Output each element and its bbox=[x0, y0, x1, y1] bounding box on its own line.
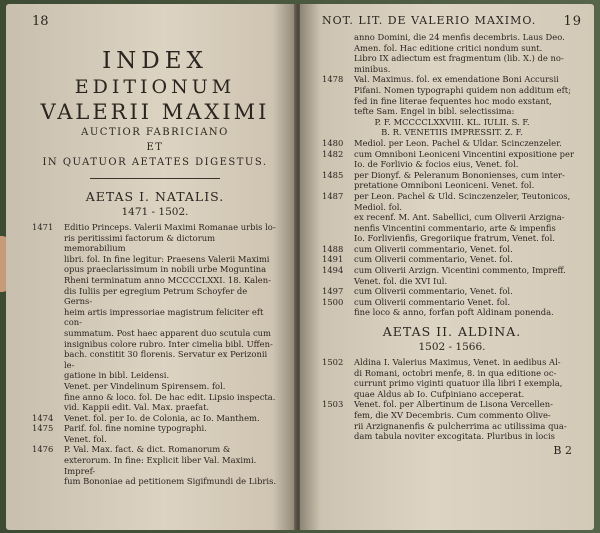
entry-text bbox=[354, 149, 582, 170]
signature-mark: B 2 bbox=[553, 443, 572, 457]
entry-line: dis Iuliis per egregium Petrum Schoyfer de Gerns- bbox=[64, 285, 248, 307]
list-item bbox=[322, 170, 582, 191]
entry-line: Venet. fol. per Albertinum de Lisona Vercellen- bbox=[354, 399, 553, 410]
entry-text bbox=[354, 191, 582, 212]
list-item bbox=[32, 444, 278, 486]
entry-year bbox=[322, 32, 354, 74]
entry-line: insignibus colore rubro. Inter cimelia bibl. Uffen- bbox=[64, 338, 273, 349]
entry-year: 1485 bbox=[322, 169, 344, 180]
entry-line: ex recenf. M. Ant. Sabellici, cum Oliverii Arzigna- bbox=[354, 212, 565, 223]
list-item bbox=[322, 286, 582, 297]
section-heading: AETAS I. NATALIS. bbox=[85, 189, 225, 204]
list-item bbox=[322, 357, 582, 399]
open-book bbox=[6, 4, 594, 530]
section-years: 1471 - 1502. bbox=[121, 206, 189, 218]
entry-year bbox=[32, 381, 64, 392]
entry-line: fum Bononiae ad petitionem Sigifmundi de Libris. bbox=[64, 476, 277, 487]
entry-line: quae Aldus ab Io. Cufpiniano acceperat. bbox=[354, 388, 525, 399]
entry-line: fine loco & anno, forfan poft Aldinam ponenda. bbox=[354, 307, 554, 318]
list-item bbox=[322, 74, 582, 116]
title-line-1: INDEX bbox=[102, 48, 208, 74]
entry-year: 1497 bbox=[322, 286, 344, 297]
entry-year: 1474 bbox=[32, 412, 54, 423]
entry-year: 1475 bbox=[32, 423, 54, 434]
entry-list bbox=[322, 357, 582, 442]
entry-line: Venet. per Vindelinum Spirensem. fol. bbox=[64, 380, 226, 391]
entry-text bbox=[64, 444, 278, 486]
entry-year: 1502 bbox=[322, 357, 344, 368]
entry-year: 1480 bbox=[322, 137, 344, 148]
entry-text bbox=[64, 413, 278, 424]
entry-text bbox=[354, 170, 582, 191]
list-item bbox=[32, 423, 278, 434]
section-years: 1502 - 1566. bbox=[418, 341, 486, 354]
entry-list bbox=[32, 222, 278, 487]
entry-line: P. Val. Max. fact. & dict. Romanorum & exterorum. In fine: Explicit liber Val. Maximi. Impref- bbox=[64, 444, 257, 476]
entry-text bbox=[354, 74, 582, 116]
entry-year: 1471 bbox=[32, 222, 54, 232]
right-page bbox=[300, 4, 594, 530]
colophon-line-1: P. F. MCCCCLXXVIII. KL. IULII. S. F. bbox=[374, 116, 530, 127]
left-page bbox=[6, 4, 296, 530]
entry-year: 1503 bbox=[322, 399, 344, 410]
list-item bbox=[322, 149, 582, 170]
list-item bbox=[322, 244, 582, 255]
entry-year: 1478 bbox=[322, 74, 344, 85]
subtitle-line-2: ET bbox=[146, 142, 164, 153]
list-item bbox=[32, 381, 278, 392]
entry-text bbox=[354, 307, 582, 318]
entry-line: currunt primo viginti quatuor illa libri I exempla, bbox=[354, 378, 563, 389]
list-item bbox=[32, 392, 278, 413]
entry-line: Libro IX adiectum est fragmentum (lib. X.) de no- bbox=[354, 53, 564, 64]
entry-line: gatione in bibl. Leidensi. bbox=[64, 370, 170, 381]
entry-line: summatum. Post haec apparent duo scutula cum bbox=[64, 327, 272, 338]
entry-year bbox=[32, 392, 64, 413]
entry-year: 1482 bbox=[322, 148, 344, 159]
entry-line: Parif. fol. fine nomine typographi. bbox=[64, 423, 207, 434]
entry-text bbox=[64, 381, 278, 392]
list-item bbox=[322, 399, 582, 441]
entry-text bbox=[354, 244, 582, 255]
list-item bbox=[322, 32, 582, 74]
entry-line: Amen. fol. Hac editione critici nondum sunt. bbox=[354, 42, 543, 53]
entry-text bbox=[354, 32, 582, 74]
list-item bbox=[322, 254, 582, 265]
entry-year: 1487 bbox=[322, 190, 344, 201]
entry-line: Mediol. per Leon. Pachel & Uldar. Scinczenzeler. bbox=[354, 137, 562, 148]
entry-list bbox=[322, 32, 582, 117]
divider-rule bbox=[90, 178, 220, 179]
entry-line: cum Oliverii commentario, Venet. fol. bbox=[354, 254, 513, 265]
entry-text bbox=[354, 138, 582, 149]
entry-line: Venet. fol. per Io. de Colonia, ac Io. Manthem. bbox=[64, 412, 260, 423]
entry-line: nenfis Vincentini commentario, arte & impenfis bbox=[354, 222, 556, 233]
entry-line: pretatione Omniboni Leoniceni. Venet. fol. bbox=[354, 180, 535, 191]
entry-line: fem, die XV Decembris. Cum commento Olive- bbox=[354, 410, 551, 420]
list-item bbox=[322, 265, 582, 286]
list-item bbox=[322, 307, 582, 318]
entry-line: cum Omniboni Leoniceni Vincentini expositione per bbox=[354, 148, 574, 159]
entry-line: Venet. fol. bbox=[64, 433, 107, 444]
running-head-title: NOT. LIT. DE VALERIO MAXIMO. bbox=[322, 14, 537, 27]
entry-text bbox=[354, 357, 582, 399]
entry-text bbox=[64, 423, 278, 434]
entry-line: Io. de Forlivio & focios eius, Venet. fol. bbox=[354, 159, 519, 170]
entry-text bbox=[354, 297, 582, 308]
entry-line: di Romani, octobri menfe, 8. in qua editione oc- bbox=[354, 367, 557, 378]
entry-line: Val. Maximus. fol. ex emendatione Boni Accursii bbox=[354, 74, 559, 85]
entry-line: cum Oliverii commentario, Venet. fol. bbox=[354, 286, 513, 297]
entry-line: fine anno & loco. fol. De hac edit. Lipsio inspecta. bbox=[64, 391, 276, 402]
subtitle-line-1: AUCTIOR FABRICIANO bbox=[81, 127, 229, 138]
list-item bbox=[32, 222, 278, 381]
entry-text bbox=[354, 265, 582, 286]
section-heading: AETAS II. ALDINA. bbox=[382, 324, 522, 340]
entry-line: ris peritissimi factorum & dictorum memorabilium bbox=[64, 232, 216, 254]
entry-line: libri. fol. In fine legitur: Praesens Valerii Maximi bbox=[64, 253, 270, 264]
entry-line: minibus. bbox=[354, 63, 391, 74]
entry-year: 1491 bbox=[322, 254, 344, 265]
entry-line: opus praeclarissimum in nobili urbe Moguntina bbox=[64, 264, 267, 275]
entry-line: rii Arzignanenfis & pulcherrima ac utilissima qua- bbox=[354, 420, 567, 431]
entry-line: Rheni terminatum anno MCCCCLXXI. 18. Kalen- bbox=[64, 274, 271, 285]
list-item bbox=[322, 191, 582, 212]
entry-text bbox=[354, 399, 582, 441]
entry-line: cum Oliverii Arzign. Vicentini commento, Impreff. bbox=[354, 265, 566, 276]
list-item bbox=[32, 413, 278, 424]
list-item bbox=[322, 138, 582, 149]
list-item bbox=[322, 297, 582, 308]
entry-line: bach. constitit 30 florenis. Servatur ex Perizonii le- bbox=[64, 349, 268, 370]
running-head bbox=[322, 14, 582, 29]
entry-line: fed in fine literae fequentes hoc modo exstant, bbox=[354, 95, 552, 106]
colophon-line-2: B. R. VENETIIS IMPRESSIT. Z. F. bbox=[381, 127, 523, 138]
entry-text bbox=[354, 212, 582, 244]
entry-year bbox=[32, 434, 64, 445]
page-number-left: 18 bbox=[32, 14, 49, 29]
entry-line: tefte Sam. Engel in bibl. selectissima: bbox=[354, 106, 515, 117]
entry-text bbox=[64, 392, 278, 413]
entry-text bbox=[354, 254, 582, 265]
title-line-3: VALERII MAXIMI bbox=[40, 100, 270, 124]
entry-line: Aldina I. Valerius Maximus, Venet. in aedibus Al- bbox=[354, 357, 561, 368]
entry-line: per Dionyf. & Peleranum Bononienses, cum inter- bbox=[354, 169, 565, 180]
list-item bbox=[322, 212, 582, 244]
entry-year: 1494 bbox=[322, 265, 344, 276]
entry-year: 1476 bbox=[32, 444, 54, 455]
entry-line: cum Oliverii commentario, Venet. fol. bbox=[354, 243, 513, 254]
entry-line: Mediol. fol. bbox=[354, 201, 403, 212]
entry-line: anno Domini, die 24 menfis decembris. Laus Deo. bbox=[354, 32, 565, 42]
entry-line: vid. Kappii edit. Val. Max. praefat. bbox=[64, 402, 210, 413]
entry-line: cum Oliverii commentario Venet. fol. bbox=[354, 296, 511, 307]
subtitle-line-3: IN QUATUOR AETATES DIGESTUS. bbox=[42, 157, 268, 168]
entry-text bbox=[64, 434, 278, 445]
entry-year: 1488 bbox=[322, 243, 344, 254]
entry-line: Pifani. Nomen typographi quidem non additum eft; bbox=[354, 84, 571, 95]
page-number-right: 19 bbox=[563, 14, 582, 29]
entry-line: Io. Forlivienfis, Gregoriique fratrum, Venet. fol. bbox=[354, 233, 555, 244]
entry-line: dam tabula noviter excogitata. Pluribus in locis bbox=[354, 431, 555, 442]
entry-line: Editio Princeps. Valerii Maximi Romanae urbis lo- bbox=[64, 222, 276, 232]
list-item bbox=[32, 434, 278, 445]
entry-year: 1500 bbox=[322, 296, 344, 307]
title-line-2: EDITIONUM bbox=[74, 76, 236, 98]
entry-year bbox=[322, 212, 354, 244]
entry-line: per Leon. Pachel & Uld. Scinczenzeler, Teutonicos, bbox=[354, 190, 571, 201]
entry-list bbox=[322, 138, 582, 318]
entry-year bbox=[322, 307, 354, 318]
entry-text bbox=[354, 286, 582, 297]
entry-line: heim artis impressoriae magistrum feliciter eft con- bbox=[64, 306, 264, 328]
entry-text bbox=[64, 222, 278, 381]
entry-line: Venet. fol. die XVI Iul. bbox=[354, 275, 448, 286]
